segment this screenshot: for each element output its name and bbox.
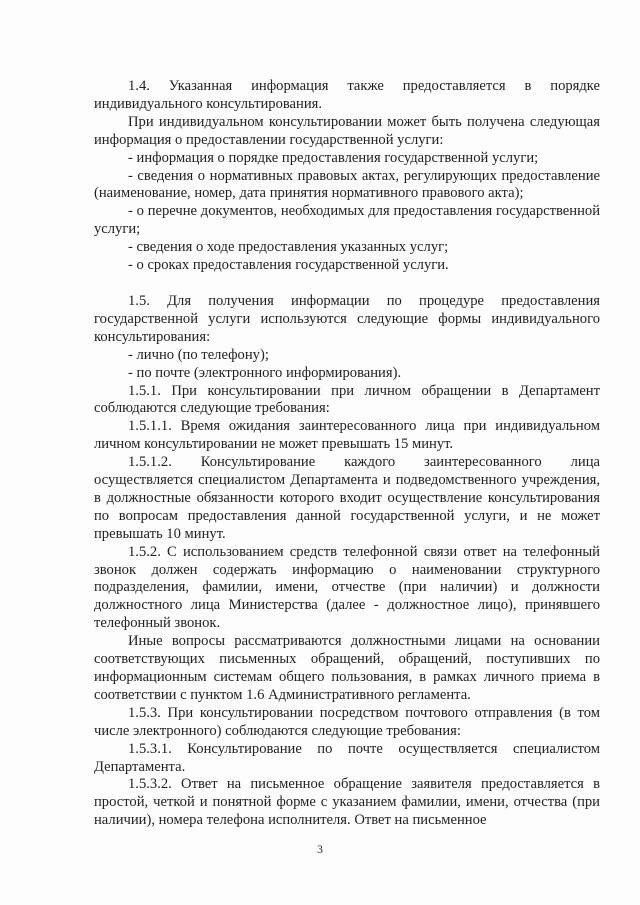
paragraph-1-5-3-1: 1.5.3.1. Консультирование по почте осуществляется специалистом Департамента. bbox=[94, 740, 600, 775]
document-body bbox=[94, 78, 600, 830]
paragraph-other-questions: Иные вопросы рассматриваются должностными лицами на основании соответствующих письменных обращений, обращений, поступивших по информационным системам общего пользования, в рамках личного приема в соответствии с пунктом 1.6 Административного регламента. bbox=[94, 633, 600, 703]
paragraph-1-4: 1.4. Указанная информация также предоставляется в порядке индивидуального консультирования. bbox=[94, 78, 600, 112]
paragraph-1-5-1-2: 1.5.1.2. Консультирование каждого заинтересованного лица осуществляется специалистом Департамента и подведомственного учреждения, в должностные обязанности которого входит осуществление консультирования по вопросам предоставления данной государственной услуги, и не может превышать 10 минут. bbox=[94, 454, 600, 542]
paragraph-1-5-3-2: 1.5.3.2. Ответ на письменное обращение заявителя предоставляется в простой, четкой и понятной форме с указанием фамилии, имени, отчества (при наличии), номера телефона исполнителя. Ответ на письменное bbox=[94, 776, 600, 829]
list-item-documents: - о перечне документов, необходимых для предоставления государственной услуги; bbox=[94, 203, 600, 238]
list-item-procedure-info: - информация о порядке предоставления государственной услуги; bbox=[128, 149, 539, 166]
paragraph-individual-consulting: При индивидуальном консультировании может быть получена следующая информация о предоставлении государственной услуги: bbox=[94, 113, 600, 148]
paragraph-1-5-1: 1.5.1. При консультировании при личном обращении в Департамент соблюдаются следующие требования: bbox=[94, 382, 600, 417]
list-item-progress: - сведения о ходе предоставления указанных услуг; bbox=[128, 239, 449, 256]
paragraph-1-5-2: 1.5.2. С использованием средств телефонной связи ответ на телефонный звонок должен содержать информацию о наименовании структурного подразделения, фамилии, имени, отчестве (при наличии) и должности должностного лица Министерства (далее - должностное лицо), принявшего телефонный звонок. bbox=[94, 543, 600, 632]
list-item-deadlines: - о сроках предоставления государственной услуги. bbox=[128, 257, 449, 274]
list-item-by-mail: - по почте (электронного информирования). bbox=[128, 364, 402, 381]
list-item-legal-acts: - сведения о нормативных правовых актах, регулирующих предоставление (наименование, номер, дата принятия нормативного правового акта); bbox=[94, 167, 600, 202]
paragraph-1-5-3: 1.5.3. При консультировании посредством почтового отправления (в том числе электронного) соблюдаются следующие требования: bbox=[94, 704, 600, 739]
list-item-in-person: - лично (по телефону); bbox=[128, 346, 269, 363]
paragraph-1-5-1-1: 1.5.1.1. Время ожидания заинтересованного лица при индивидуальном личном консультировании не может превышать 15 минут. bbox=[94, 418, 600, 453]
page-number: 3 bbox=[317, 842, 323, 856]
paragraph-1-5: 1.5. Для получения информации по процедуре предоставления государственной услуги используются следующие формы индивидуального консультирования: bbox=[94, 292, 600, 345]
